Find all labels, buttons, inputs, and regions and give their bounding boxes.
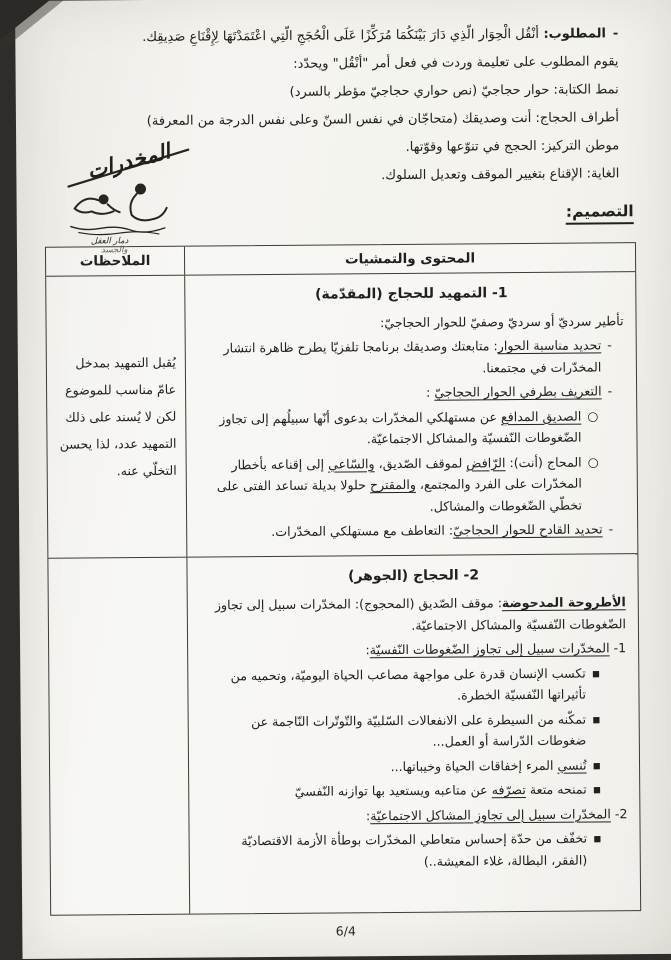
line-text: تُنسي المرء إخفاقات الحياة وخيباتها... [390,757,587,774]
line-text: تكسب الإنسان قدرة على مواجهة مصاعب الحياة اليوميّة، وتحميه من تأثيراتها النّفسيّة الخطرة. [230,665,586,703]
design-table [45,242,641,915]
illustration-caption-1: دمار العقل [90,236,129,247]
content-line [200,662,600,708]
content-line [201,778,601,803]
intro-line [44,132,619,165]
content-line [198,334,612,380]
content-line [199,451,599,519]
content-line [198,405,598,451]
goal-statement: الغاية: الإقناع بتغيير الموقف وتعديل السلوك. [381,166,620,184]
row1-content-cell [184,272,637,556]
table-row [46,272,637,558]
section-1-heading: 1- التمهيد للحجاج (المقدّمة) [315,285,508,303]
paper-sheet [15,0,671,959]
line-text: تحديد مناسبة الحوار: متابعتك وصديقك برنامجا تلفزيّا يطرح ظاهرة انتشار المخدّرات في مجتمعنا. [223,337,602,375]
list-bullet: ▪ [592,781,602,797]
scan-corner-fold [0,0,50,40]
line-text: التعريف بطرفي الحوار الحجاجيّ : [425,383,602,400]
line-text: 2- المخدّرات سبيل إلى تجاوز المشاكل الاجتماعيّة: [365,805,628,823]
line-text: تمنحه متعة تصرّفه عن متاعبه ويستعيد بها توازنه النّفسيّ [294,781,587,799]
list-bullet: ▪ [592,710,601,727]
content-line [198,380,612,405]
list-bullet: ○ [587,453,599,470]
intro-line [43,20,618,53]
table-row [48,554,640,915]
notes-column-header: الملاحظات [79,252,151,270]
table-header-row [46,243,635,277]
page-content [15,0,671,959]
line-text: تأطير سرديّ أو سرديّ وصفيّ للحوار الحجاجيّ: [380,312,624,330]
intro-line [44,160,619,193]
design-heading: التصميم: [566,202,634,225]
list-bullet: - [608,521,614,537]
content-line [200,637,626,662]
list-bullet: ▪ [592,756,602,773]
content-line [201,708,601,754]
content-line [201,754,601,779]
content-line [199,518,613,543]
illustration-title: المخدرات [84,139,173,184]
content-line [197,310,623,335]
task-statement: المطلوب: أنْقُل الْحِوَار الّذِي دَارَ بَيْنَكُمَا مُرَكِّزًا عَلَى الْحُجَجِ الّتِي اعْتَمَدْتَهَا لِإِقْنَاعِ صَدِيقِك. [142,26,606,46]
content-line [200,591,626,637]
intro-line [43,48,618,81]
row2-notes-cell [48,557,189,914]
list-bullet: - [607,383,613,399]
list-bullet: ▪ [593,830,602,846]
page-number: 6/4 [335,922,356,939]
list-bullet: ○ [587,407,599,424]
list-dash: - [612,26,619,42]
focus-point: موطن التركيز: الحجج في تنوّعها وقوّتها. [405,138,620,155]
line-text: تخفّف من حدّة إحساس متعاطي المخدّرات بوطأة الأزمة الاقتصاديّة (الفقر، البطالة، غلاء المعيشة..) [241,830,588,869]
intro-line [44,76,619,109]
line-text: 1- المخدّرات سبيل إلى تجاوز الضّغوطات النّفسيّة: [365,640,627,658]
line-text: تحديد القادح للحوار الحجاجيّ: التعاطف مع مستهلكي المخدّرات. [271,521,603,540]
section-2-heading: 2- الحجاج (الجوهر) [347,566,480,584]
list-bullet: ▪ [591,664,601,681]
argument-parties: أطراف الحجاج: أنت وصديقك (متحاجّان في نفس السنّ وعلى نفس الدرجة من المعرفة) [146,110,620,129]
line-text: الأطروحة المدحوضة: موقف الصّديق (المحجوج): المخدّرات سبيل إلى تجاوز الضّغوطات النّفسيّة والمشاكل الاجتماعيّة. [214,594,626,633]
teacher-note: يُقبل التمهيد بمدخل عامّ مناسب للموضوع لكن لا يُسند على ذلك التمهيد عدد، لذا يحسن التخلّي عنه. [59,354,177,478]
task-explanation: يقوم المطلوب على تعليمة وردت في فعل أمر "أنْقُل" ويحدّد: [293,54,619,72]
content-column-header: المحتوى والتمشيات [184,243,635,275]
list-bullet: - [607,337,612,353]
row1-notes-cell [46,276,186,558]
line-text: الصديق المدافع عن مستهلكي المخدّرات بدعوى أنّها سبيلُهم إلى تجاوز الضّغوطات النّفسيّة والمشاكل الاجتماعيّة. [219,408,582,447]
line-text: المحاج (أنت): الرّافض لموقف الصّديق، والسّاعي إلى إقناعه بأخطار المخدّرات على الفرد والمجتمع، والمقترح حلولا بديلة تساعد الفتى على تخطّي الضّغوطات والمشاكل. [216,454,583,514]
row2-content-cell [186,554,640,914]
line-text: تمكّنه من السيطرة على الانفعالات السّلبيّة والتّوتّرات النّاجمة عن ضغوطات الدّراسة أو العمل... [250,711,587,749]
task-description-section [43,20,635,193]
content-line [202,827,602,873]
intro-line [44,104,619,137]
content-line [201,803,627,828]
illustration-caption-2: والجسد [100,245,128,255]
writing-type: نمط الكتابة: حوار حجاجيّ (نص حواري حجاجيّ مؤطر بالسرد) [289,82,619,100]
